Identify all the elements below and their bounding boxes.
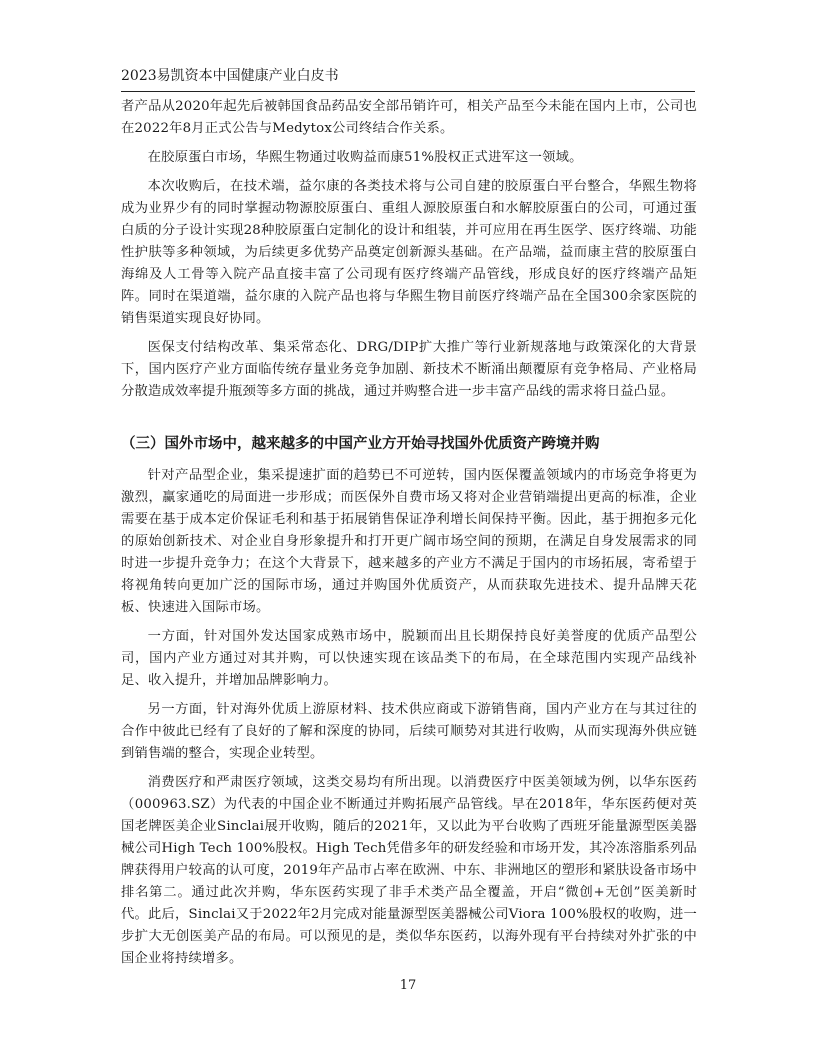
paragraph: 本次收购后，在技术端，益尔康的各类技术将与公司自建的胶原蛋白平台整合，华熙生物将成为业界少有的同时掌握动物源胶原蛋白、重组人源胶原蛋白和水解胶原蛋白的公司，可通过蛋白质的分子设计实现28种胶原蛋白定制化的设计和组装，并可应用在再生医学、医疗终端、功能性护肤等多种领域，为后续更多优势产品奠定创新源头基础。在产品端，益而康主营的胶原蛋白海绵及人工骨等入院产品直接丰富了公司现有医疗终端产品管线，形成良好的医疗终端产品矩阵。同时在渠道端，益尔康的入院产品也将与华熙生物目前医疗终端产品在全国300余家医院的销售渠道实现良好协同。 xyxy=(121,179,697,326)
paragraph-continued: 者产品从2020年起先后被韩国食品药品安全部吊销许可，相关产品至今未能在国内上市，公司也在2022年8月正式公告与Medytox公司终结合作关系。 xyxy=(121,99,697,136)
paragraph: 另一方面，针对海外优质上游原材料、技术供应商或下游销售商，国内产业方在与其过往的合作中彼此已经有了良好的了解和深度的协同，后续可顺势对其进行收购，从而实现海外供应链到销售端的整合，实现企业转型。 xyxy=(121,702,697,761)
paragraph: 消费医疗和严肃医疗领域，这类交易均有所出现。以消费医疗中医美领域为例，以华东医药（000963.SZ）为代表的中国企业不断通过并购拓展产品管线。早在2018年，华东医药便对英国老牌医美企业Sinclai展开收购，随后的2021年，又以此为平台收购了西班牙能量源型医美器械公司High Tech 100%股权。High Tech凭借多年的研发经验和市场开发，其冷冻溶脂系列品牌获得用户较高的认可度，2019年产品市占率在欧洲、中东、非洲地区的塑形和紧肤设备市场中排名第二。通过此次并购，华东医药实现了非手术类产品全覆盖，开启“微创+无创”医美新时代。此后，Sinclai又于2022年2月完成对能量源型医美器械公司Viora 100%股权的收购，进一步扩大无创医美产品的布局。可以预见的是，类似华东医药，以海外现有平台持续对外扩张的中国企业将持续增多。 xyxy=(121,775,697,966)
page-body xyxy=(121,96,697,977)
paragraph: 针对产品型企业，集采提速扩面的趋势已不可逆转，国内医保覆盖领域内的市场竞争将更为激烈，赢家通吃的局面进一步形成；而医保外自费市场又将对企业营销端提出更高的标准，企业需要在基于成本定价保证毛利和基于拓展销售保证净利增长间保持平衡。因此，基于拥抱多元化的原始创新技术、对企业自身形象提升和打开更广阔市场空间的预期，在满足自身发展需求的同时进一步提升竞争力；在这个大背景下，越来越多的产业方不满足于国内的市场拓展，寄希望于将视角转向更加广泛的国际市场，通过并购国外优质资产，从而获取先进技术、提升品牌天花板、快速进入国际市场。 xyxy=(121,468,697,615)
page-number: 17 xyxy=(399,978,417,993)
paragraph: 一方面，针对国外发达国家成熟市场中，脱颖而出且长期保持良好美誉度的优质产品型公司，国内产业方通过对其并购，可以快速实现在该品类下的布局，在全球范围内实现产品线补足、收入提升，并增加品牌影响力。 xyxy=(121,629,697,688)
paragraph: 医保支付结构改革、集采常态化、DRG/DIP扩大推广等行业新规落地与政策深化的大背景下，国内医疗产业方面临传统存量业务竞争加剧、新技术不断涌出颠覆原有竞争格局、产业格局分散造成效率提升瓶颈等多方面的挑战，通过并购整合进一步丰富产品线的需求将日益凸显。 xyxy=(121,340,697,399)
running-header xyxy=(121,66,695,92)
paragraph: 在胶原蛋白市场，华熙生物通过收购益而康51%股权正式进军这一领域。 xyxy=(147,150,583,165)
section-heading: （三）国外市场中，越来越多的中国产业方开始寻找国外优质资产跨境并购 xyxy=(121,436,600,452)
header-title: 2023易凯资本中国健康产业白皮书 xyxy=(121,68,339,84)
